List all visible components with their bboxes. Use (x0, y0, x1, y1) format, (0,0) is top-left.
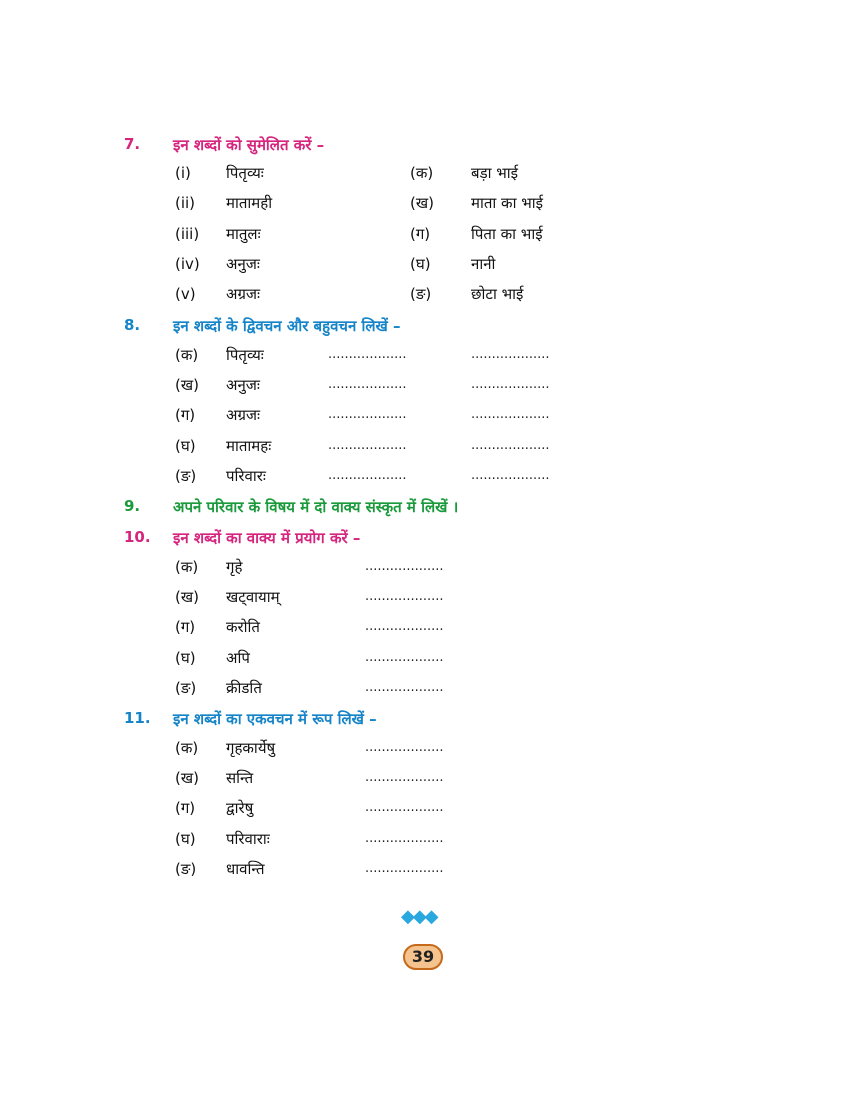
q7-heading: इन शब्दों को सुमेलित करें – (173, 136, 325, 154)
match-text: बड़ा भाई (471, 164, 519, 182)
item-index: (क) (175, 558, 199, 576)
item-index: (क) (175, 739, 199, 757)
item-index: (ङ) (175, 860, 197, 878)
answer-blank[interactable]: ................... (365, 619, 444, 634)
item-word: क्रीडति (226, 679, 262, 697)
item-word: परिवाराः (226, 830, 270, 848)
item-word: पितृव्यः (226, 164, 264, 182)
answer-blank[interactable]: ................... (365, 559, 444, 574)
answer-blank[interactable]: ................... (365, 861, 444, 876)
item-index: (ग) (175, 406, 196, 424)
plural-blank[interactable]: ................... (471, 407, 550, 422)
item-word: द्वारेषु (226, 799, 254, 817)
q7-number: 7. (124, 135, 141, 153)
item-word: मातुलः (226, 225, 261, 243)
q9-number: 9. (124, 497, 141, 515)
match-text: छोटा भाई (471, 285, 524, 303)
match-text: माता का भाई (471, 194, 544, 212)
dual-blank[interactable]: ................... (328, 468, 407, 483)
item-index: (घ) (175, 437, 196, 455)
answer-blank[interactable]: ................... (365, 770, 444, 785)
item-index: (ख) (175, 376, 199, 394)
item-index: (i) (175, 164, 191, 182)
item-word: अग्रजः (226, 406, 261, 424)
item-word: मातामहः (226, 437, 272, 455)
item-index: (ग) (175, 618, 196, 636)
item-index: (ङ) (175, 679, 197, 697)
match-option: (ङ) (410, 285, 432, 303)
q11-heading: इन शब्दों का एकवचन में रूप लिखें – (173, 710, 377, 728)
q10-heading: इन शब्दों का वाक्य में प्रयोग करें – (173, 529, 361, 547)
match-text: पिता का भाई (471, 225, 543, 243)
item-index: (क) (175, 346, 199, 364)
dual-blank[interactable]: ................... (328, 377, 407, 392)
match-option: (क) (410, 164, 434, 182)
item-index: (v) (175, 285, 196, 303)
item-index: (ii) (175, 194, 196, 212)
item-index: (ख) (175, 769, 199, 787)
item-word: अनुजः (226, 255, 260, 273)
item-word: अग्रजः (226, 285, 261, 303)
item-index: (घ) (175, 830, 196, 848)
item-word: करोति (226, 618, 260, 636)
answer-blank[interactable]: ................... (365, 589, 444, 604)
q10-number: 10. (124, 528, 151, 546)
match-text: नानी (471, 255, 496, 273)
item-index: (ख) (175, 588, 199, 606)
match-option: (घ) (410, 255, 431, 273)
item-index: (ङ) (175, 467, 197, 485)
item-word: पितृव्यः (226, 346, 264, 364)
plural-blank[interactable]: ................... (471, 468, 550, 483)
item-word: अनुजः (226, 376, 260, 394)
plural-blank[interactable]: ................... (471, 438, 550, 453)
q9-heading: अपने परिवार के विषय में दो वाक्य संस्कृत में लिखें । (173, 498, 459, 516)
q8-number: 8. (124, 316, 141, 334)
dual-blank[interactable]: ................... (328, 347, 407, 362)
item-word: धावन्ति (226, 860, 265, 878)
answer-blank[interactable]: ................... (365, 800, 444, 815)
q8-heading: इन शब्दों के द्विवचन और बहुवचन लिखें – (173, 317, 401, 335)
answer-blank[interactable]: ................... (365, 650, 444, 665)
match-option: (ख) (410, 194, 434, 212)
plural-blank[interactable]: ................... (471, 377, 550, 392)
item-word: अपि (226, 649, 250, 667)
plural-blank[interactable]: ................... (471, 347, 550, 362)
item-word: सन्ति (226, 769, 254, 787)
item-index: (घ) (175, 649, 196, 667)
dual-blank[interactable]: ................... (328, 438, 407, 453)
item-word: गृहे (226, 558, 243, 576)
answer-blank[interactable]: ................... (365, 740, 444, 755)
item-index: (ग) (175, 799, 196, 817)
answer-blank[interactable]: ................... (365, 680, 444, 695)
q11-number: 11. (124, 709, 151, 727)
item-word: परिवारः (226, 467, 266, 485)
answer-blank[interactable]: ................... (365, 831, 444, 846)
dual-blank[interactable]: ................... (328, 407, 407, 422)
match-option: (ग) (410, 225, 431, 243)
diamond-ornament-icon: ◆◆◆ (401, 906, 437, 927)
item-word: गृहकार्येषु (226, 739, 276, 757)
item-word: मातामही (226, 194, 273, 212)
item-index: (iv) (175, 255, 200, 273)
item-index: (iii) (175, 225, 200, 243)
item-word: खट्वायाम् (226, 588, 280, 606)
page-number: 39 (403, 944, 443, 970)
